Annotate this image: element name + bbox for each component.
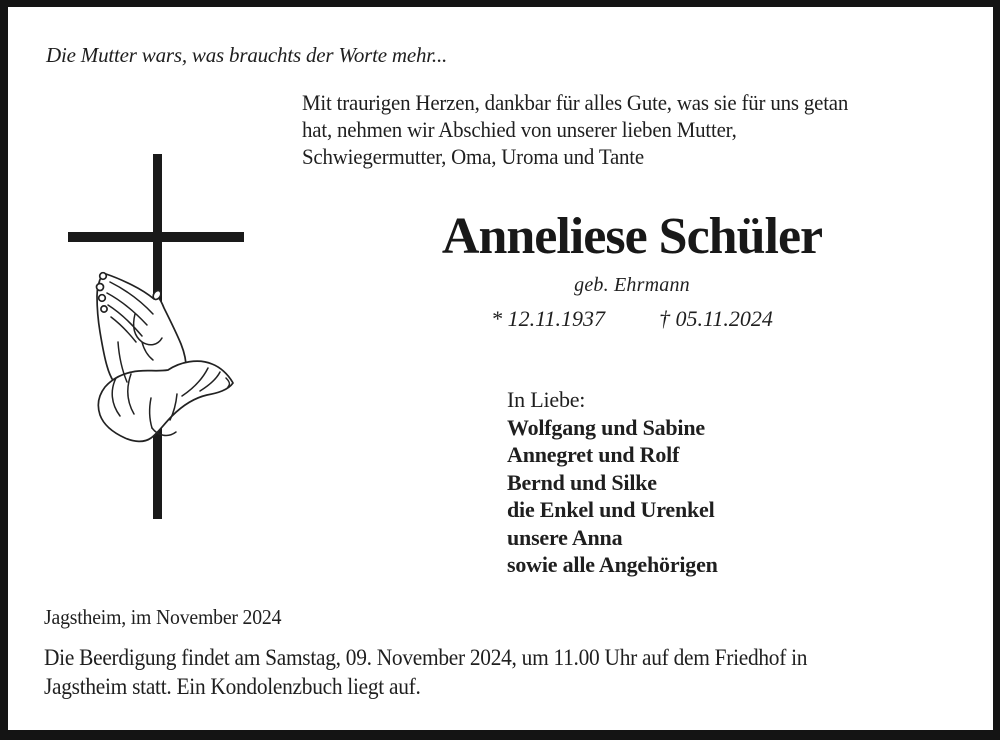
deceased-name-block xyxy=(324,210,940,264)
funeral-line: Jagstheim statt. Ein Kondolenzbuch liegt auf. xyxy=(44,673,421,699)
epigraph: Die Mutter wars, was brauchts der Worte mehr... xyxy=(46,43,448,67)
mourner-name: Annegret und Rolf xyxy=(507,442,680,467)
intro-line: Schwiegermutter, Oma, Uroma und Tante xyxy=(302,144,645,169)
life-dates xyxy=(324,306,940,332)
praying-hands-cross-icon xyxy=(56,146,246,536)
salutation: In Liebe: xyxy=(507,387,586,412)
birth-date: * 12.11.1937 xyxy=(491,306,605,331)
intro-paragraph xyxy=(302,89,848,170)
mourners-section xyxy=(507,386,718,579)
funeral-line: Die Beerdigung findet am Samstag, 09. November 2024, um 11.00 Uhr auf dem Friedhof in xyxy=(44,645,808,670)
place-date: Jagstheim, im November 2024 xyxy=(44,605,282,629)
mourner-name: unsere Anna xyxy=(507,524,623,550)
obituary-paper xyxy=(8,7,993,730)
mourner-name: Bernd und Silke xyxy=(507,469,657,495)
death-date: † 05.11.2024 xyxy=(659,306,773,331)
intro-line: Mit traurigen Herzen, dankbar für alles Gute, was sie für uns getan xyxy=(302,90,849,115)
mourner-name: Wolfgang und Sabine xyxy=(507,414,705,440)
intro-line: hat, nehmen wir Abschied von unserer lieben Mutter, xyxy=(302,117,737,142)
maiden-name: geb. Ehrmann xyxy=(574,274,690,296)
deceased-name: Anneliese Schüler xyxy=(441,208,823,265)
mourner-name: die Enkel und Urenkel xyxy=(507,497,715,522)
funeral-notice xyxy=(44,644,807,701)
mourner-name: sowie alle Angehörigen xyxy=(507,552,718,577)
